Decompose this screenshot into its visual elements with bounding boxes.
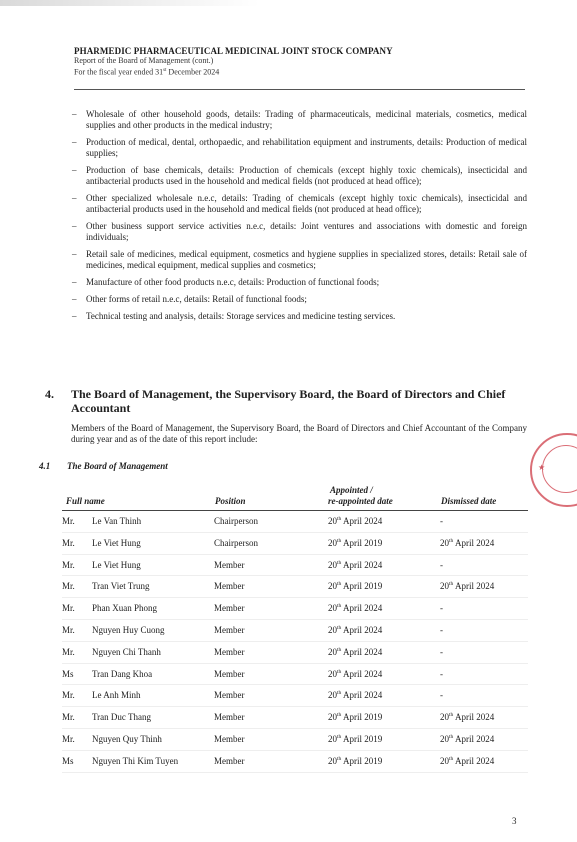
table-row [62, 576, 528, 598]
activity-text: Other business support service activities n.e.c, details: Joint ventures and associations with domestic and foreign individuals; [86, 221, 527, 242]
member-position: Chairperson [214, 537, 258, 548]
member-name: Nguyen Huy Cuong [92, 624, 165, 635]
dismissed-date: - [440, 646, 443, 657]
member-title: Ms [62, 755, 74, 766]
dismissed-date: - [440, 668, 443, 679]
bullet-dash: – [72, 165, 77, 175]
activity-item [72, 249, 527, 271]
member-title: Mr. [62, 733, 75, 744]
page-number: 3 [512, 816, 517, 826]
table-row [62, 729, 528, 751]
bullet-dash: – [72, 221, 77, 231]
table-row [62, 533, 528, 555]
member-name: Tran Dang Khoa [92, 668, 153, 679]
member-name: Tran Viet Trung [92, 581, 150, 592]
appointed-date: 20th April 2024 [328, 559, 383, 570]
appointed-date: 20th April 2024 [328, 690, 383, 701]
member-position: Member [214, 712, 245, 723]
dismissed-date: - [440, 624, 443, 635]
activity-item [72, 221, 527, 243]
table-row [62, 620, 528, 642]
table-row [62, 664, 528, 686]
header-dismissed: Dismissed date [441, 496, 497, 506]
dismissed-date: 20th April 2024 [440, 581, 495, 592]
bullet-dash: – [72, 109, 77, 119]
table-row [62, 555, 528, 577]
member-position: Chairperson [214, 516, 258, 526]
activity-text: Other forms of retail n.e.c, details: Retail of functional foods; [86, 294, 307, 304]
section-title: The Board of Management, the Supervisory Board, the Board of Directors and Chief Accountant [71, 387, 506, 415]
appointed-date: 20th April 2019 [328, 755, 383, 766]
company-seal [530, 433, 577, 507]
table-body [62, 511, 528, 773]
scan-shadow [0, 0, 577, 6]
activity-text: Other specialized wholesale n.e.c, details: Trading of chemicals (except highly toxic chemicals), insecticidal and antibacterial products used in the household and medical fields (not produced at head office); [86, 193, 527, 214]
activity-text: Production of medical, dental, orthopaedic, and rehabilitation equipment and instruments, details: Production of medical supplies; [86, 137, 527, 158]
member-title: Mr. [62, 516, 75, 526]
appointed-date: 20th April 2019 [328, 733, 383, 744]
header-full-name: Full name [66, 496, 105, 506]
table-row [62, 642, 528, 664]
bullet-dash: – [72, 277, 77, 287]
member-name: Le Anh Minh [92, 690, 141, 701]
member-title: Mr. [62, 581, 75, 592]
table-row [62, 707, 528, 729]
dismissed-date: - [440, 516, 443, 526]
activity-text: Wholesale of other household goods, details: Trading of pharmaceuticals, medicinal materials, cosmetics, medical supplies and other products in the medical industry; [86, 109, 527, 130]
member-position: Member [214, 559, 245, 570]
company-name: PHARMEDIC PHARMACEUTICAL MEDICINAL JOINT STOCK COMPANY [74, 46, 393, 56]
member-title: Ms [62, 668, 74, 679]
activity-text: Technical testing and analysis, details: Storage services and medicine testing services. [86, 311, 396, 321]
report-subtitle: Report of the Board of Management (cont.) [74, 56, 214, 65]
fiscal-sup: st [163, 68, 167, 73]
table-row [62, 598, 528, 620]
appointed-date: 20th April 2019 [328, 537, 383, 548]
member-name: Tran Duc Thang [92, 712, 151, 723]
activity-item [72, 193, 527, 215]
table-row [62, 511, 528, 533]
bullet-dash: – [72, 311, 77, 321]
member-name: Le Viet Hung [92, 559, 141, 570]
activity-item [72, 137, 527, 159]
bullet-dash: – [72, 249, 77, 259]
member-name: Le Van Thinh [92, 516, 142, 526]
member-title: Mr. [62, 712, 75, 723]
table-header [62, 478, 528, 511]
dismissed-date: 20th April 2024 [440, 712, 495, 723]
member-title: Mr. [62, 559, 75, 570]
subsection-title: The Board of Management [67, 461, 168, 471]
seal-star-icon: ★ [538, 463, 546, 472]
dismissed-date: - [440, 603, 443, 614]
fiscal-year-line [74, 66, 534, 78]
seal-inner-ring [542, 445, 577, 493]
table-row [62, 751, 528, 773]
board-of-management-table [62, 478, 528, 773]
member-position: Member [214, 755, 245, 766]
bullet-dash: – [72, 294, 77, 304]
fiscal-prefix: For the fiscal year ended 31 [74, 67, 164, 77]
member-title: Mr. [62, 537, 75, 548]
header-divider [74, 89, 525, 90]
activity-item [72, 311, 527, 322]
member-title: Mr. [62, 624, 75, 635]
appointed-date: 20th April 2024 [328, 624, 383, 635]
member-position: Member [214, 733, 245, 744]
member-position: Member [214, 581, 245, 592]
appointed-date: 20th April 2024 [328, 516, 383, 526]
section-4-heading [45, 387, 527, 415]
page-header [74, 46, 534, 78]
dismissed-date: 20th April 2024 [440, 755, 495, 766]
dismissed-date: - [440, 559, 443, 570]
business-activities-list [72, 109, 527, 328]
header-position: Position [215, 496, 246, 506]
member-name: Nguyen Chi Thanh [92, 646, 161, 657]
header-appointed-line1: Appointed / [330, 485, 373, 495]
subsection-number: 4.1 [39, 461, 51, 471]
header-appointed-line2: re-appointed date [328, 496, 393, 506]
member-name: Nguyen Thi Kim Tuyen [92, 755, 179, 766]
bullet-dash: – [72, 137, 77, 147]
member-position: Member [214, 624, 245, 635]
section-4-1-heading [39, 461, 168, 471]
member-name: Le Viet Hung [92, 537, 141, 548]
activity-text: Manufacture of other food products n.e.c, details: Production of functional foods; [86, 277, 380, 287]
dismissed-date: 20th April 2024 [440, 537, 495, 548]
bullet-dash: – [72, 193, 77, 203]
appointed-date: 20th April 2019 [328, 581, 383, 592]
header-appointed [328, 485, 393, 507]
appointed-date: 20th April 2024 [328, 646, 383, 657]
member-title: Mr. [62, 646, 75, 657]
activity-item [72, 109, 527, 131]
member-position: Member [214, 668, 245, 679]
member-name: Nguyen Quy Thinh [92, 733, 162, 744]
appointed-date: 20th April 2019 [328, 712, 383, 723]
dismissed-date: - [440, 690, 443, 701]
appointed-date: 20th April 2024 [328, 603, 383, 614]
dismissed-date: 20th April 2024 [440, 733, 495, 744]
member-position: Member [214, 690, 245, 701]
activity-item [72, 277, 527, 288]
appointed-date: 20th April 2024 [328, 668, 383, 679]
activity-text: Production of base chemicals, details: Production of chemicals (except highly toxic chemicals), insecticidal and antibacterial products used in the household and medical fields (not produced at head office); [86, 165, 527, 186]
section-number: 4. [45, 387, 54, 401]
member-name: Phan Xuan Phong [92, 603, 157, 614]
member-title: Mr. [62, 690, 75, 701]
table-row [62, 685, 528, 707]
fiscal-suffix: December 2024 [166, 67, 220, 77]
member-position: Member [214, 646, 245, 657]
activity-text: Retail sale of medicines, medical equipment, cosmetics and hygiene supplies in specialized stores, details: Retail sale of medicines, medical equipment, medical supplies and cosmetics; [86, 249, 527, 270]
activity-item [72, 294, 527, 305]
member-position: Member [214, 603, 245, 614]
section-4-paragraph: Members of the Board of Management, the Supervisory Board, the Board of Directors and Chief Accountant of the Company during year and as of the date of this report include: [71, 423, 527, 444]
activity-item [72, 165, 527, 187]
member-title: Mr. [62, 603, 75, 614]
